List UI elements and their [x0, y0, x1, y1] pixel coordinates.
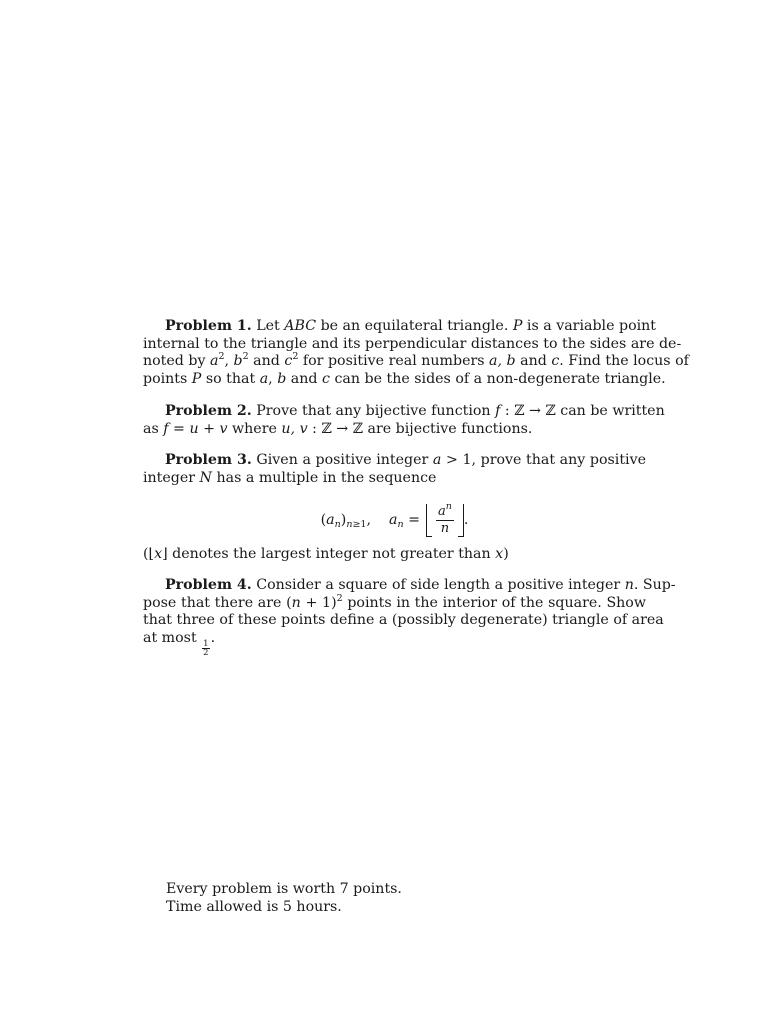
problem-1-line-2: internal to the triangle and its perpendicular distances to the sides are de-: [143, 335, 682, 352]
problem-2-line-1: Problem 2. Prove that any bijective function f : ℤ → ℤ can be written: [165, 403, 665, 419]
problem-3-heading: Problem 3.: [165, 452, 252, 468]
problem-2-heading: Problem 2.: [165, 403, 252, 419]
problem-2-line-2: as f = u + v where u, v : ℤ → ℤ are bijective functions.: [143, 420, 533, 437]
problem-4-line-1: Problem 4. Consider a square of side length a positive integer n. Sup-: [165, 577, 676, 593]
problem-4-heading: Problem 4.: [165, 577, 252, 593]
footer-points-line: Every problem is worth 7 points.: [166, 881, 402, 897]
problem-4: [143, 577, 676, 658]
floor-fraction: [426, 500, 464, 537]
problem-1: [143, 318, 689, 388]
problem-1-line-4: points P so that a, b and c can be the sides of a non-degenerate triangle.: [143, 370, 666, 387]
fraction: [432, 500, 458, 537]
sequence-notation: $(a_n)_{n\ge 1}$,: [320, 512, 371, 530]
floor-right-bracket: [458, 504, 464, 537]
exam-footer: [166, 880, 402, 916]
sequence-term: $a_n$ =: [388, 512, 420, 530]
one-half-fraction: $\frac{1}{2}$: [203, 638, 209, 658]
problem-1-line-3: noted by $a^2$, $b^2$ and $c^2$ for positive real numbers a, b and c. Find the locus of: [143, 351, 689, 369]
problem-4-line-2: pose that there are $(n + 1)^2$ points in the interior of the square. Show: [143, 592, 646, 611]
fraction-denominator: n: [440, 520, 450, 536]
problem-3-line-2: integer N has a multiple in the sequence: [143, 469, 437, 486]
problem-4-line-3: that three of these points define a (possibly degenerate) triangle of area: [143, 612, 664, 628]
problem-1-heading: Problem 1.: [165, 318, 252, 334]
display-period: .: [463, 512, 469, 528]
problem-3-line-1: Problem 3. Given a positive integer a > 1, prove that any positive: [165, 452, 646, 468]
problem-3-display-equation: [143, 498, 646, 542]
problem-1-line-1: Problem 1. Let ABC be an equilateral triangle. P is a variable point: [165, 318, 656, 334]
problem-4-line-4: at most $\frac{1}{2}$ .: [143, 629, 216, 658]
footer-time-line: Time allowed is 5 hours.: [166, 899, 342, 915]
floor-definition-note: (⌊x⌋ denotes the largest integer not greater than x): [143, 546, 509, 562]
problem-2: [143, 403, 665, 438]
floor-left-bracket: [426, 504, 432, 537]
fraction-numerator: $a^n$: [437, 500, 452, 519]
problem-3-note: [143, 546, 646, 564]
problem-3: [143, 452, 646, 487]
